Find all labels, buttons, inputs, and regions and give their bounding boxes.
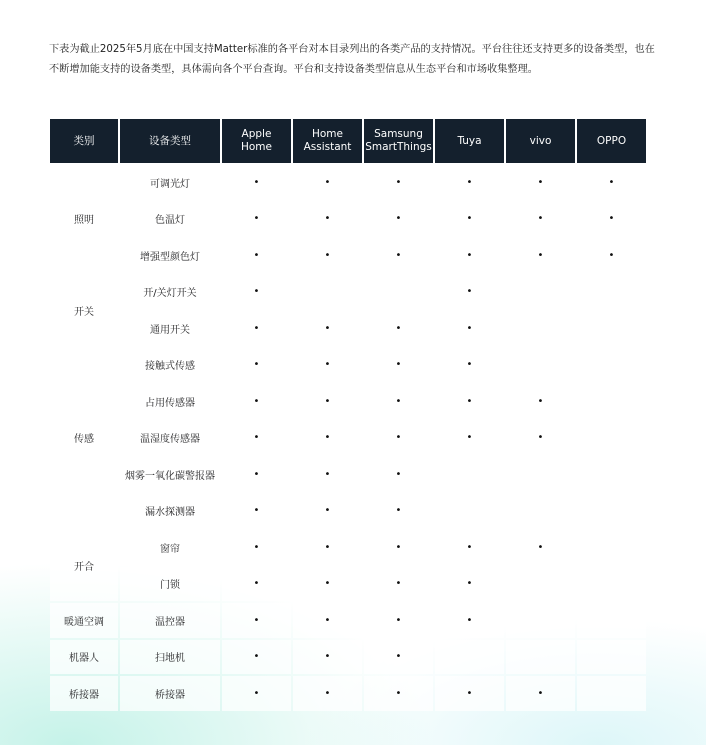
support-mark: •	[435, 421, 504, 456]
category-cell: 暖通空调	[50, 603, 118, 638]
support-mark: •	[222, 603, 291, 638]
support-mark: •	[506, 421, 575, 456]
platform-support-table	[48, 117, 648, 713]
column-header	[120, 119, 220, 163]
column-header-line: Apple	[241, 128, 272, 140]
support-mark: •	[577, 202, 646, 237]
device-type-cell: 桥接器	[120, 676, 220, 711]
support-mark: •	[506, 384, 575, 419]
support-mark: •	[435, 603, 504, 638]
support-mark: •	[293, 457, 362, 492]
support-mark: •	[293, 384, 362, 419]
table-row	[50, 421, 646, 456]
support-mark: •	[222, 202, 291, 237]
column-header-line: 类别	[73, 134, 95, 147]
empty-cell	[506, 311, 575, 346]
support-mark: •	[293, 238, 362, 273]
support-mark: •	[364, 348, 433, 383]
category-cell: 桥接器	[50, 676, 118, 711]
support-mark: •	[364, 494, 433, 529]
table-row	[50, 603, 646, 638]
support-mark: •	[364, 676, 433, 711]
category-cell: 照明	[50, 165, 118, 273]
support-mark: •	[435, 567, 504, 602]
support-mark: •	[435, 238, 504, 273]
device-type-cell: 占用传感器	[120, 384, 220, 419]
support-mark: •	[364, 165, 433, 200]
support-mark: •	[293, 530, 362, 565]
device-type-cell: 温控器	[120, 603, 220, 638]
support-mark: •	[222, 421, 291, 456]
support-mark: •	[364, 640, 433, 675]
column-header	[435, 119, 504, 163]
support-mark: •	[293, 311, 362, 346]
column-header-line: Assistant	[303, 141, 352, 153]
device-type-cell: 漏水探测器	[120, 494, 220, 529]
support-mark: •	[222, 457, 291, 492]
column-header	[222, 119, 291, 163]
support-mark: •	[435, 202, 504, 237]
support-mark: •	[293, 603, 362, 638]
empty-cell	[577, 457, 646, 492]
support-mark: •	[293, 202, 362, 237]
support-mark: •	[435, 311, 504, 346]
device-type-cell: 通用开关	[120, 311, 220, 346]
support-mark: •	[364, 457, 433, 492]
column-header-line: OPPO	[596, 134, 627, 147]
support-mark: •	[435, 384, 504, 419]
category-cell: 开关	[50, 275, 118, 346]
device-type-cell: 接触式传感	[120, 348, 220, 383]
table-row	[50, 530, 646, 565]
support-mark: •	[293, 676, 362, 711]
empty-cell	[577, 384, 646, 419]
support-mark: •	[506, 530, 575, 565]
device-type-cell: 扫地机	[120, 640, 220, 675]
column-header-line: Home	[311, 128, 343, 140]
support-mark: •	[435, 275, 504, 310]
table-row	[50, 202, 646, 237]
column-header-line: Home	[240, 141, 272, 153]
empty-cell	[506, 275, 575, 310]
support-mark: •	[222, 494, 291, 529]
support-mark: •	[577, 238, 646, 273]
support-mark: •	[293, 640, 362, 675]
empty-cell	[293, 275, 362, 310]
support-mark: •	[435, 348, 504, 383]
empty-cell	[435, 457, 504, 492]
column-header-line: 设备类型	[149, 134, 191, 147]
support-mark: •	[222, 311, 291, 346]
support-mark: •	[577, 165, 646, 200]
support-mark: •	[435, 165, 504, 200]
category-cell: 传感	[50, 348, 118, 529]
empty-cell	[506, 603, 575, 638]
category-cell: 机器人	[50, 640, 118, 675]
empty-cell	[577, 640, 646, 675]
empty-cell	[577, 421, 646, 456]
support-mark: •	[364, 238, 433, 273]
support-mark: •	[222, 676, 291, 711]
empty-cell	[577, 603, 646, 638]
support-mark: •	[293, 348, 362, 383]
device-type-cell: 门锁	[120, 567, 220, 602]
table-row	[50, 348, 646, 383]
table-header-row	[50, 119, 646, 163]
support-mark: •	[364, 603, 433, 638]
table-row	[50, 165, 646, 200]
device-type-cell: 窗帘	[120, 530, 220, 565]
column-header	[364, 119, 433, 163]
support-mark: •	[364, 311, 433, 346]
table-row	[50, 238, 646, 273]
empty-cell	[435, 640, 504, 675]
support-mark: •	[506, 238, 575, 273]
empty-cell	[577, 311, 646, 346]
support-mark: •	[364, 567, 433, 602]
table-row	[50, 676, 646, 711]
support-mark: •	[364, 530, 433, 565]
support-mark: •	[293, 494, 362, 529]
support-mark: •	[222, 238, 291, 273]
intro-paragraph: 下表为截止2025年5月底在中国支持Matter标准的各平台对本目录列出的各类产品的支持情况。平台往往还支持更多的设备类型，也在不断增加能支持的设备类型，具体需向各个平台查询。平台和支持设备类型信息从生态平台和市场收集整理。	[49, 44, 655, 76]
support-mark: •	[364, 202, 433, 237]
column-header	[577, 119, 646, 163]
empty-cell	[506, 348, 575, 383]
support-mark: •	[222, 348, 291, 383]
empty-cell	[506, 494, 575, 529]
support-mark: •	[364, 421, 433, 456]
column-header-line: Tuya	[457, 134, 482, 147]
device-type-cell: 开/关灯开关	[120, 275, 220, 310]
device-type-cell: 增强型颜色灯	[120, 238, 220, 273]
empty-cell	[435, 494, 504, 529]
empty-cell	[506, 567, 575, 602]
empty-cell	[577, 494, 646, 529]
empty-cell	[577, 567, 646, 602]
support-mark: •	[222, 567, 291, 602]
support-mark: •	[506, 165, 575, 200]
support-mark: •	[435, 530, 504, 565]
support-mark: •	[435, 676, 504, 711]
support-mark: •	[293, 165, 362, 200]
empty-cell	[364, 275, 433, 310]
column-header-line: vivo	[529, 134, 552, 147]
table-row	[50, 275, 646, 310]
support-mark: •	[222, 384, 291, 419]
empty-cell	[577, 275, 646, 310]
empty-cell	[506, 640, 575, 675]
empty-cell	[577, 348, 646, 383]
column-header-line: SmartThings	[365, 141, 432, 153]
empty-cell	[577, 530, 646, 565]
device-type-cell: 温湿度传感器	[120, 421, 220, 456]
device-type-cell: 可调光灯	[120, 165, 220, 200]
device-type-cell: 烟雾一氧化碳警报器	[120, 457, 220, 492]
table-row	[50, 494, 646, 529]
device-type-cell: 色温灯	[120, 202, 220, 237]
support-mark: •	[222, 275, 291, 310]
table-row	[50, 384, 646, 419]
column-header	[506, 119, 575, 163]
column-header	[50, 119, 118, 163]
support-mark: •	[222, 530, 291, 565]
support-mark: •	[293, 567, 362, 602]
table-row	[50, 640, 646, 675]
table-row	[50, 311, 646, 346]
empty-cell	[577, 676, 646, 711]
column-header	[293, 119, 362, 163]
support-mark: •	[364, 384, 433, 419]
empty-cell	[506, 457, 575, 492]
column-header-line: Samsung	[374, 128, 423, 140]
support-mark: •	[222, 165, 291, 200]
support-mark: •	[293, 421, 362, 456]
table-row	[50, 567, 646, 602]
support-mark: •	[506, 202, 575, 237]
category-cell: 开合	[50, 530, 118, 601]
table-row	[50, 457, 646, 492]
support-mark: •	[222, 640, 291, 675]
support-mark: •	[506, 676, 575, 711]
